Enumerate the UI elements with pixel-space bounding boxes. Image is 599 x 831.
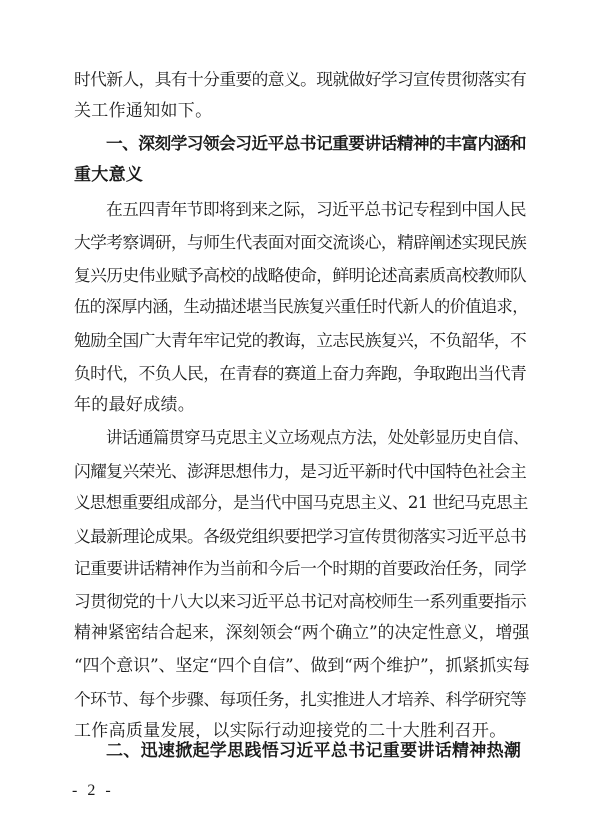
text-line: 在五四青年节即将到来之际，习近平总书记专程到中国人民 (106, 199, 526, 219)
text-line: 勉励全国广大青年牢记党的教诲，立志民族复兴，不负韶华，不 (74, 330, 527, 350)
text-line: 讲话通篇贯穿马克思主义立场观点方法，处处彰显历史自信、 (106, 428, 529, 447)
text-line: 义思想重要组成部分，是当代中国马克思主义、21 世纪马克思主 (74, 493, 528, 512)
page-number: - 2 - (72, 782, 114, 799)
text-line: 精神紧密结合起来，深刻领会“两个确立”的决定性意义，增强 (74, 623, 530, 643)
section-heading: 重大意义 (74, 165, 144, 185)
text-line: 习贯彻党的十八大以来习近平总书记对高校师生一系列重要指示 (74, 591, 527, 611)
text-line: 复兴历史伟业赋予高校的战略使命，鲜明论述高素质高校教师队 (74, 265, 527, 285)
section-heading: 一、深刻学习领会习近平总书记重要讲话精神的丰富内涵和 (106, 133, 526, 153)
text-line: 时代新人，具有十分重要的意义。现就做好学习宣传贯彻落实有 (74, 69, 527, 89)
text-line: “四个意识”、坚定“四个自信”、做到“两个维护”，抓紧抓实每 (74, 656, 530, 676)
text-line: 大学考察调研，与师生代表面对面交流谈心，精辟阐述实现民族 (74, 232, 527, 252)
text-line: 年的最好成绩。 (74, 395, 196, 415)
text-line: 义最新理论成果。各级党组织要把学习宣传贯彻落实习近平总书 (74, 526, 527, 546)
text-line: 闪耀复兴荣光、澎湃思想伟力，是习近平新时代中国特色社会主 (74, 461, 527, 481)
text-line: 个环节、每个步骤、每项任务，扎实推进人才培养、科学研究等 (74, 689, 527, 709)
text-line: 工作高质量发展，以实际行动迎接党的二十大胜利召开。 (74, 721, 507, 741)
text-line: 记重要讲话精神作为当前和今后一个时期的首要政治任务，同学 (74, 558, 527, 578)
text-line: 伍的深厚内涵，生动描述堪当民族复兴重任时代新人的价值追求， (74, 297, 528, 316)
text-line: 关工作通知如下。 (74, 101, 213, 121)
text-line: 负时代，不负人民，在青春的赛道上奋力奔跑，争取跑出当代青 (74, 363, 527, 383)
section-heading: 二、迅速掀起学思践悟习近平总书记重要讲话精神热潮 (106, 741, 522, 761)
